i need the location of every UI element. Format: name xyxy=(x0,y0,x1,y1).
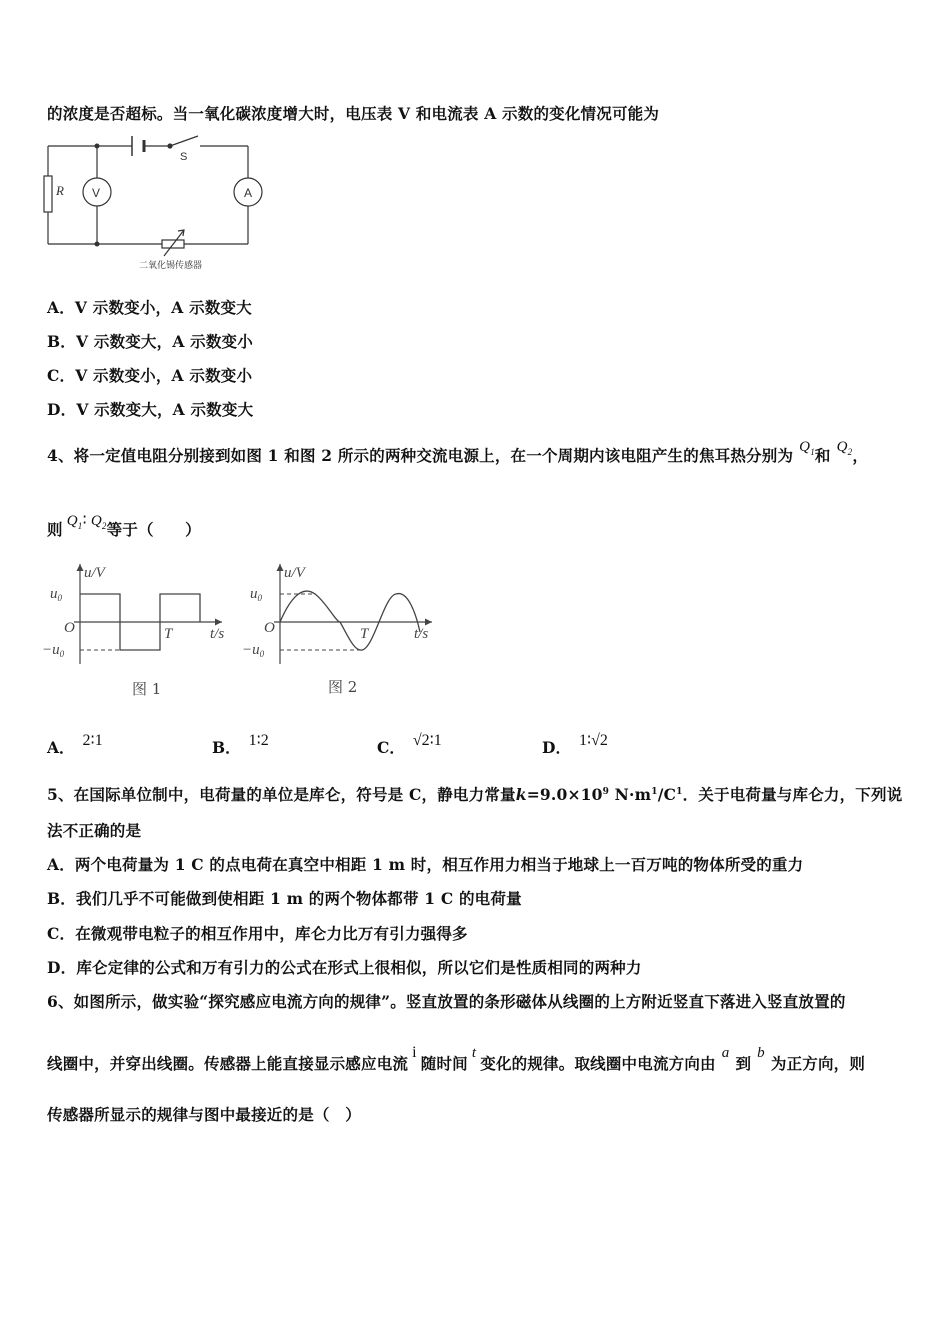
q4-ratio-q1: $Q_1$ xyxy=(66,513,83,531)
fig1-u0-label: $u_0$ xyxy=(50,586,62,603)
q4-graphs xyxy=(40,556,450,706)
q5-option-a: A．两个电荷量为 1 C 的点电荷在真空中相距 1 m 时，相互作用力相当于地球上一百万吨的物体所受的重力 xyxy=(47,855,804,874)
q3-stem: 的浓度是否超标。当一氧化碳浓度增大时，电压表 V 和电流表 A 示数的变化情况可能为 xyxy=(47,104,660,123)
q4-option-a: A． 2∶1 xyxy=(47,732,103,757)
q6-i-symbol: i xyxy=(412,1044,417,1061)
fig1-u-axis-label: u/V xyxy=(84,565,105,581)
q4-options xyxy=(47,732,747,757)
q5-k-exp: 9 xyxy=(602,786,610,797)
resistor-r-label: R xyxy=(56,183,64,198)
q4-stem-a: 4、将一定值电阻分别接到如图 1 和图 2 所示的两种交流电源上，在一个周期内该电阻产生的焦耳热分别为 xyxy=(47,446,794,465)
q4-option-d: D． 1∶√2 xyxy=(542,732,608,757)
fig2-u-axis-label: u/V xyxy=(284,565,305,581)
fig2-t-axis-label: t/s xyxy=(414,626,429,642)
q4-ze: 则 xyxy=(47,520,63,539)
ammeter-label: A xyxy=(244,186,253,200)
q5-k-unit: N·m xyxy=(609,785,652,804)
fig2-origin-label: O xyxy=(264,620,275,636)
q6-line2-b: 随时间 xyxy=(420,1054,468,1073)
fig2-u0-label: $u_0$ xyxy=(250,586,262,603)
q5-stem-line1 xyxy=(47,783,902,805)
q6-line2-d: 为正方向，则 xyxy=(770,1054,866,1073)
q6-stem-line3: 传感器所显示的规律与图中最接近的是（ ） xyxy=(47,1105,362,1124)
fig2-T-label: T xyxy=(360,626,369,642)
voltmeter-label: V xyxy=(92,186,101,200)
q4-ratio-colon: ∶ xyxy=(82,512,87,529)
q6-t-symbol: t xyxy=(471,1045,477,1061)
fig1-T-label: T xyxy=(164,626,173,642)
q5-c-exp: 1 xyxy=(676,786,683,797)
q5-option-b: B．我们几乎不可能做到使相距 1 m 的两个物体都带 1 C 的电荷量 xyxy=(47,889,522,908)
circuit-diagram xyxy=(40,128,270,273)
q5-option-c: C．在微观带电粒子的相互作用中，库仑力比万有引力强得多 xyxy=(47,924,468,943)
q4-option-b: B． 1∶2 xyxy=(212,732,269,757)
fig2-caption: 图 2 xyxy=(328,678,358,696)
q5-c-unit: /C xyxy=(657,785,677,804)
fig1-origin-label: O xyxy=(64,620,75,636)
sensor-caption: 二氧化锡传感器 xyxy=(139,261,203,271)
q6-b-symbol: b xyxy=(757,1045,765,1061)
q5-stem-a-end: ．关于电荷量与库仑力，下列说 xyxy=(682,785,903,804)
fig1-neg-u0-label: $-u_0$ xyxy=(42,642,65,659)
fig1-t-axis-label: t/s xyxy=(210,626,225,642)
q4-stem-b: 等于（ ） xyxy=(106,520,201,539)
q5-option-d: D．库仑定律的公式和万有引力的公式在形式上很相似，所以它们是性质相同的两种力 xyxy=(47,958,642,977)
q3-option-a: A．V 示数变小，A 示数变大 xyxy=(47,298,252,317)
q6-a-symbol: a xyxy=(721,1045,730,1061)
q4-comma: ， xyxy=(852,446,869,465)
fig2-neg-u0-label: $-u_0$ xyxy=(242,642,265,659)
q4-q1: $Q_1$ xyxy=(799,439,815,457)
q5-m-exp: 1 xyxy=(651,786,658,797)
q4-option-c: C． √2∶1 xyxy=(377,732,442,757)
q6-line2-c: 变化的规律。取线圈中电流方向由 xyxy=(480,1054,716,1073)
q4-and: 和 xyxy=(814,446,831,465)
q5-stem-a: 5、在国际单位制中，电荷量的单位是库仑，符号是 C，静电力常量 xyxy=(47,785,516,804)
fig1-caption: 图 1 xyxy=(132,680,162,698)
switch-s-label: S xyxy=(180,151,188,163)
q4-q2: $Q_2$ xyxy=(836,439,853,457)
q5-k-symbol: k xyxy=(515,785,527,804)
q3-option-c: C．V 示数变小，A 示数变小 xyxy=(47,366,253,385)
q3-option-b: B．V 示数变大，A 示数变小 xyxy=(47,332,253,351)
q4-stem-line1 xyxy=(47,439,869,467)
q5-k-value: =9.0×10 xyxy=(526,785,603,804)
q5-stem-line2: 法不正确的是 xyxy=(47,821,142,840)
q6-stem-line2 xyxy=(47,1044,866,1074)
q4-stem-line2 xyxy=(47,512,201,541)
q6-line2-a: 线圈中，并穿出线圈。传感器上能直接显示感应电流 xyxy=(47,1054,409,1073)
q6-to: 到 xyxy=(735,1054,752,1073)
q4-ratio-q2: $Q_2$ xyxy=(90,513,107,531)
q6-stem-line1: 6、如图所示，做实验“探究感应电流方向的规律”。竖直放置的条形磁体从线圈的上方附近竖直下落进入竖直放置的 xyxy=(47,992,846,1011)
q3-option-d: D．V 示数变大，A 示数变大 xyxy=(47,400,254,419)
